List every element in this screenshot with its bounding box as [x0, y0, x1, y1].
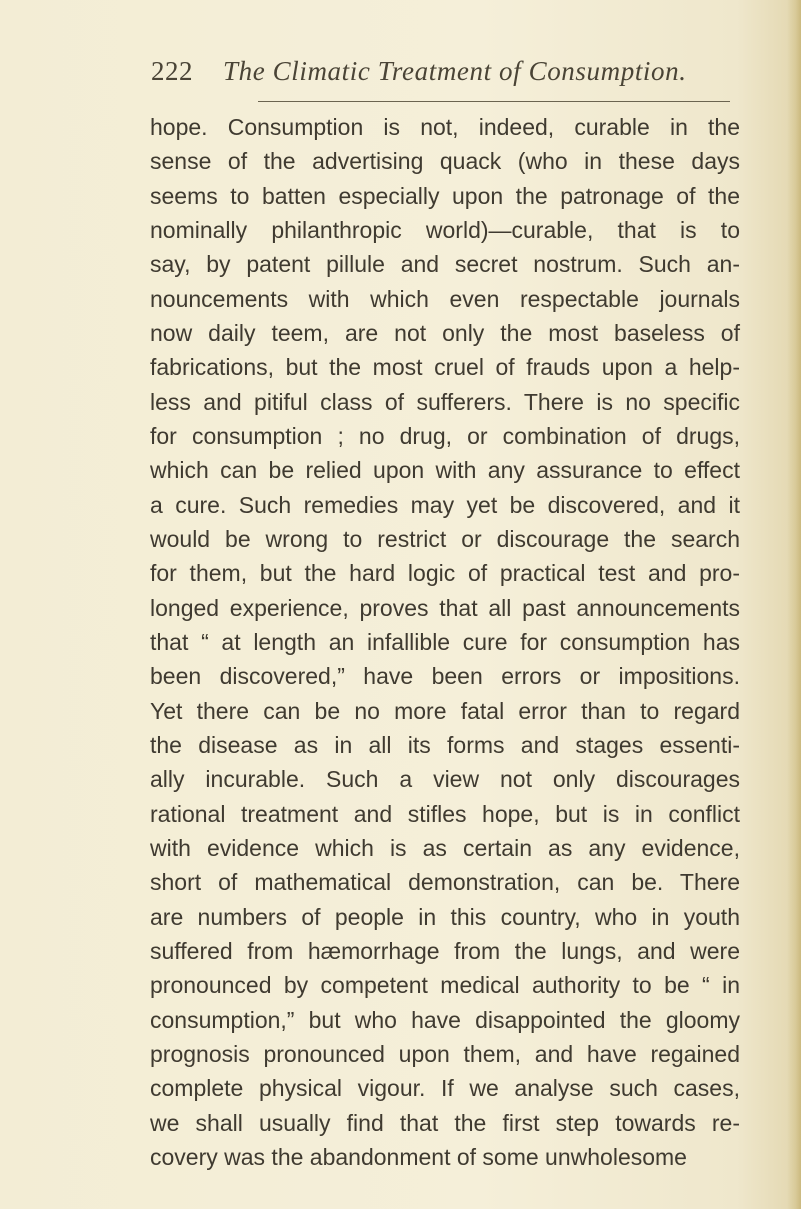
text-line: ally incurable. Such a view not only discourages	[150, 766, 740, 793]
text-line: now daily teem, are not only the most baseless of	[150, 319, 740, 346]
text-line: fabrications, but the most cruel of frauds upon a help-	[150, 354, 740, 381]
text-line: nouncements with which even respectable journals	[150, 285, 740, 312]
text-line: say, by patent pillule and secret nostrum. Such an-	[150, 251, 740, 278]
header-rule	[258, 101, 730, 102]
text-line: suffered from hæmorrhage from the lungs, and were	[150, 937, 740, 964]
text-line: complete physical vigour. If we analyse such cases,	[150, 1075, 740, 1102]
text-line: longed experience, proves that all past announcements	[150, 594, 740, 621]
text-line: we shall usually find that the first step towards re-	[150, 1109, 740, 1136]
text-line: hope. Consumption is not, indeed, curable in the	[150, 114, 740, 140]
page-header	[151, 56, 741, 96]
text-line: less and pitiful class of sufferers. There is no specific	[150, 388, 740, 415]
page-number: 222	[151, 56, 193, 86]
text-line: a cure. Such remedies may yet be discovered, and it	[150, 491, 740, 518]
text-line: rational treatment and stifles hope, but is in conflict	[150, 800, 740, 827]
text-line: been discovered,” have been errors or impositions.	[150, 663, 740, 690]
text-line: covery was the abandonment of some unwholesome	[150, 1143, 687, 1170]
text-line: nominally philanthropic world)—curable, that is to	[150, 216, 740, 243]
text-line: sense of the advertising quack (who in these days	[150, 148, 740, 175]
text-line: short of mathematical demonstration, can be. There	[150, 869, 740, 896]
text-line: would be wrong to restrict or discourage the search	[150, 525, 740, 552]
text-line: seems to batten especially upon the patronage of the	[150, 182, 740, 209]
text-line: pronounced by competent medical authority to be “ in	[150, 972, 740, 999]
running-title: The Climatic Treatment of Consumption.	[223, 56, 687, 86]
text-line: for them, but the hard logic of practical test and pro-	[150, 560, 740, 587]
text-line: consumption,” but who have disappointed the gloomy	[150, 1006, 740, 1033]
text-line: with evidence which is as certain as any evidence,	[150, 834, 740, 861]
text-line: which can be relied upon with any assurance to effect	[150, 457, 740, 484]
text-line: are numbers of people in this country, who in youth	[150, 903, 740, 930]
text-line: the disease as in all its forms and stages essenti-	[150, 731, 740, 758]
body-paragraph	[150, 110, 740, 1174]
page-edge-shadow	[787, 0, 801, 1209]
text-line: prognosis pronounced upon them, and have regained	[150, 1040, 740, 1067]
text-line: for consumption ; no drug, or combination of drugs,	[150, 422, 740, 449]
text-line: Yet there can be no more fatal error than to regard	[150, 697, 740, 724]
text-line: that “ at length an infallible cure for consumption has	[150, 628, 740, 655]
